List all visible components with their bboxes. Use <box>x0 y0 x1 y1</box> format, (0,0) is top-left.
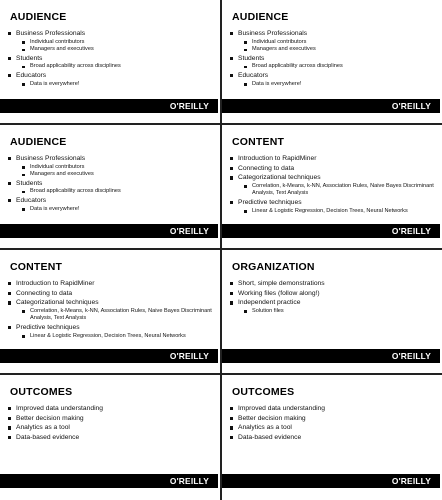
bullet-item <box>8 196 121 213</box>
sub-bullet-list <box>16 81 121 89</box>
sub-bullet-list <box>238 81 343 89</box>
sub-bullet-list <box>16 333 218 341</box>
oreilly-logo: O'REILLY <box>391 476 431 486</box>
bullet-text: Predictive techniques <box>238 198 302 206</box>
slide-thumbnail <box>222 125 440 248</box>
slide-footer-bar <box>0 224 218 238</box>
bullet-text: Educators <box>16 71 47 79</box>
bullet-item <box>230 298 325 315</box>
bullet-text: Students <box>16 54 43 62</box>
bullet-text: Analytics as a tool <box>238 424 292 432</box>
bullet-text: Categorizational techniques <box>238 174 321 182</box>
sub-bullet-list <box>16 308 218 323</box>
sub-bullet-item: Individual contributors <box>244 39 343 47</box>
slide-footer-bar <box>222 99 440 113</box>
bullet-text: Introduction to RapidMiner <box>16 280 95 287</box>
bullet-item <box>230 414 325 424</box>
bullet-item <box>230 173 440 198</box>
slide-thumbnail <box>0 0 218 123</box>
bullet-text: Connecting to data <box>16 289 73 297</box>
bullet-text: Predictive techniques <box>16 323 80 331</box>
bullet-text: Educators <box>238 71 269 79</box>
bullet-item <box>8 289 218 299</box>
bullet-text: Connecting to data <box>238 164 295 172</box>
oreilly-logo: O'REILLY <box>391 226 431 236</box>
oreilly-logo: O'REILLY <box>169 101 209 111</box>
sub-bullet-item: Managers and executives <box>244 46 343 54</box>
bullet-text: Working files (follow along!) <box>238 289 320 297</box>
sub-bullet-list <box>16 164 121 179</box>
sub-bullet-list <box>238 308 325 316</box>
sub-bullet-item: Managers and executives <box>22 171 121 179</box>
bullet-item <box>230 423 325 433</box>
bullet-item <box>8 179 121 196</box>
sub-bullet-item: Broad applicability across disciplines <box>22 188 121 196</box>
bullet-item <box>8 423 103 433</box>
sub-bullet-item: Solution files <box>244 308 325 316</box>
sub-bullet-item: Managers and executives <box>22 46 121 54</box>
bullet-text: Independent practice <box>238 299 301 307</box>
sub-bullet-item: Broad applicability across disciplines <box>244 63 343 71</box>
sub-bullet-list <box>238 63 343 71</box>
bullet-item <box>8 29 121 54</box>
bullet-item <box>230 198 440 215</box>
slide-footer-bar <box>0 99 218 113</box>
sub-bullet-list <box>238 39 343 54</box>
sub-bullet-item: Correlation, k-Means, k-NN, Association Rules, Naive Bayes Discriminant Analysis, Text Analysis <box>244 183 440 198</box>
bullet-text: Better decision making <box>16 414 84 422</box>
bullet-item <box>230 279 325 289</box>
bullet-text: Improved data understanding <box>238 405 325 412</box>
bullet-item <box>230 29 343 54</box>
bullet-item <box>8 404 103 414</box>
bullet-item <box>230 289 325 299</box>
bullet-item <box>8 298 218 323</box>
bullet-text: Business Professionals <box>238 30 308 37</box>
slide-thumbnail <box>222 0 440 123</box>
bullet-item <box>8 414 103 424</box>
bullet-list <box>230 154 440 215</box>
bullet-list <box>8 279 218 340</box>
bullet-item <box>8 433 103 443</box>
bullet-text: Students <box>238 54 265 62</box>
bullet-item <box>230 433 325 443</box>
sub-bullet-list <box>238 208 440 216</box>
bullet-item <box>8 323 218 340</box>
bullet-item <box>8 71 121 88</box>
slide-thumbnail <box>222 375 440 498</box>
bullet-text: Categorizational techniques <box>16 299 99 307</box>
oreilly-logo: O'REILLY <box>169 476 209 486</box>
bullet-item <box>230 54 343 71</box>
oreilly-logo: O'REILLY <box>169 226 209 236</box>
slide-title: AUDIENCE <box>10 136 67 148</box>
bullet-text: Better decision making <box>238 414 306 422</box>
bullet-text: Introduction to RapidMiner <box>238 155 317 162</box>
sub-bullet-item: Broad applicability across disciplines <box>22 63 121 71</box>
bullet-item <box>230 71 343 88</box>
bullet-text: Students <box>16 179 43 187</box>
slide-title: OUTCOMES <box>10 386 73 398</box>
sub-bullet-list <box>16 188 121 196</box>
bullet-text: Business Professionals <box>16 30 86 37</box>
sub-bullet-item: Data is everywhere! <box>244 81 343 89</box>
slide-title: OUTCOMES <box>232 386 295 398</box>
slide-title: CONTENT <box>232 136 285 148</box>
sub-bullet-item: Individual contributors <box>22 164 121 172</box>
slide-title: ORGANIZATION <box>232 261 315 273</box>
sub-bullet-list <box>16 63 121 71</box>
slide-footer-bar <box>0 349 218 363</box>
oreilly-logo: O'REILLY <box>391 351 431 361</box>
bullet-item <box>8 154 121 179</box>
sub-bullet-item: Linear & Logistic Regression, Decision Trees, Neural Networks <box>244 208 440 216</box>
bullet-list <box>230 29 343 88</box>
slide-footer-bar <box>222 474 440 488</box>
bullet-text: Data-based evidence <box>16 433 80 441</box>
sub-bullet-item: Correlation, k-Means, k-NN, Association Rules, Naive Bayes Discriminant Analysis, Text Analysis <box>22 308 218 323</box>
slide-thumbnail <box>222 250 440 373</box>
sub-bullet-item: Data is everywhere! <box>22 81 121 89</box>
bullet-list <box>230 404 325 442</box>
bullet-list <box>230 279 325 315</box>
slide-footer-bar <box>222 224 440 238</box>
sub-bullet-item: Individual contributors <box>22 39 121 47</box>
sub-bullet-list <box>238 183 440 198</box>
bullet-list <box>8 154 121 213</box>
bullet-item <box>8 54 121 71</box>
slide-title: AUDIENCE <box>10 11 67 23</box>
slide-footer-bar <box>0 474 218 488</box>
bullet-item <box>230 404 325 414</box>
bullet-text: Improved data understanding <box>16 405 103 412</box>
bullet-text: Business Professionals <box>16 155 86 162</box>
sub-bullet-list <box>16 39 121 54</box>
sub-bullet-item: Data is everywhere! <box>22 206 121 214</box>
bullet-item <box>230 154 440 164</box>
bullet-list <box>8 404 103 442</box>
slide-thumbnail <box>0 250 218 373</box>
slide-title: CONTENT <box>10 261 63 273</box>
slide-thumbnail <box>0 375 218 498</box>
slide-thumbnail <box>0 125 218 248</box>
sub-bullet-item: Linear & Logistic Regression, Decision Trees, Neural Networks <box>22 333 218 341</box>
sub-bullet-list <box>16 206 121 214</box>
bullet-text: Short, simple demonstrations <box>238 280 325 287</box>
bullet-text: Analytics as a tool <box>16 424 70 432</box>
oreilly-logo: O'REILLY <box>391 101 431 111</box>
bullet-text: Educators <box>16 196 47 204</box>
slide-footer-bar <box>222 349 440 363</box>
bullet-item <box>230 164 440 174</box>
bullet-item <box>8 279 218 289</box>
oreilly-logo: O'REILLY <box>169 351 209 361</box>
bullet-list <box>8 29 121 88</box>
slide-title: AUDIENCE <box>232 11 289 23</box>
bullet-text: Data-based evidence <box>238 433 302 441</box>
